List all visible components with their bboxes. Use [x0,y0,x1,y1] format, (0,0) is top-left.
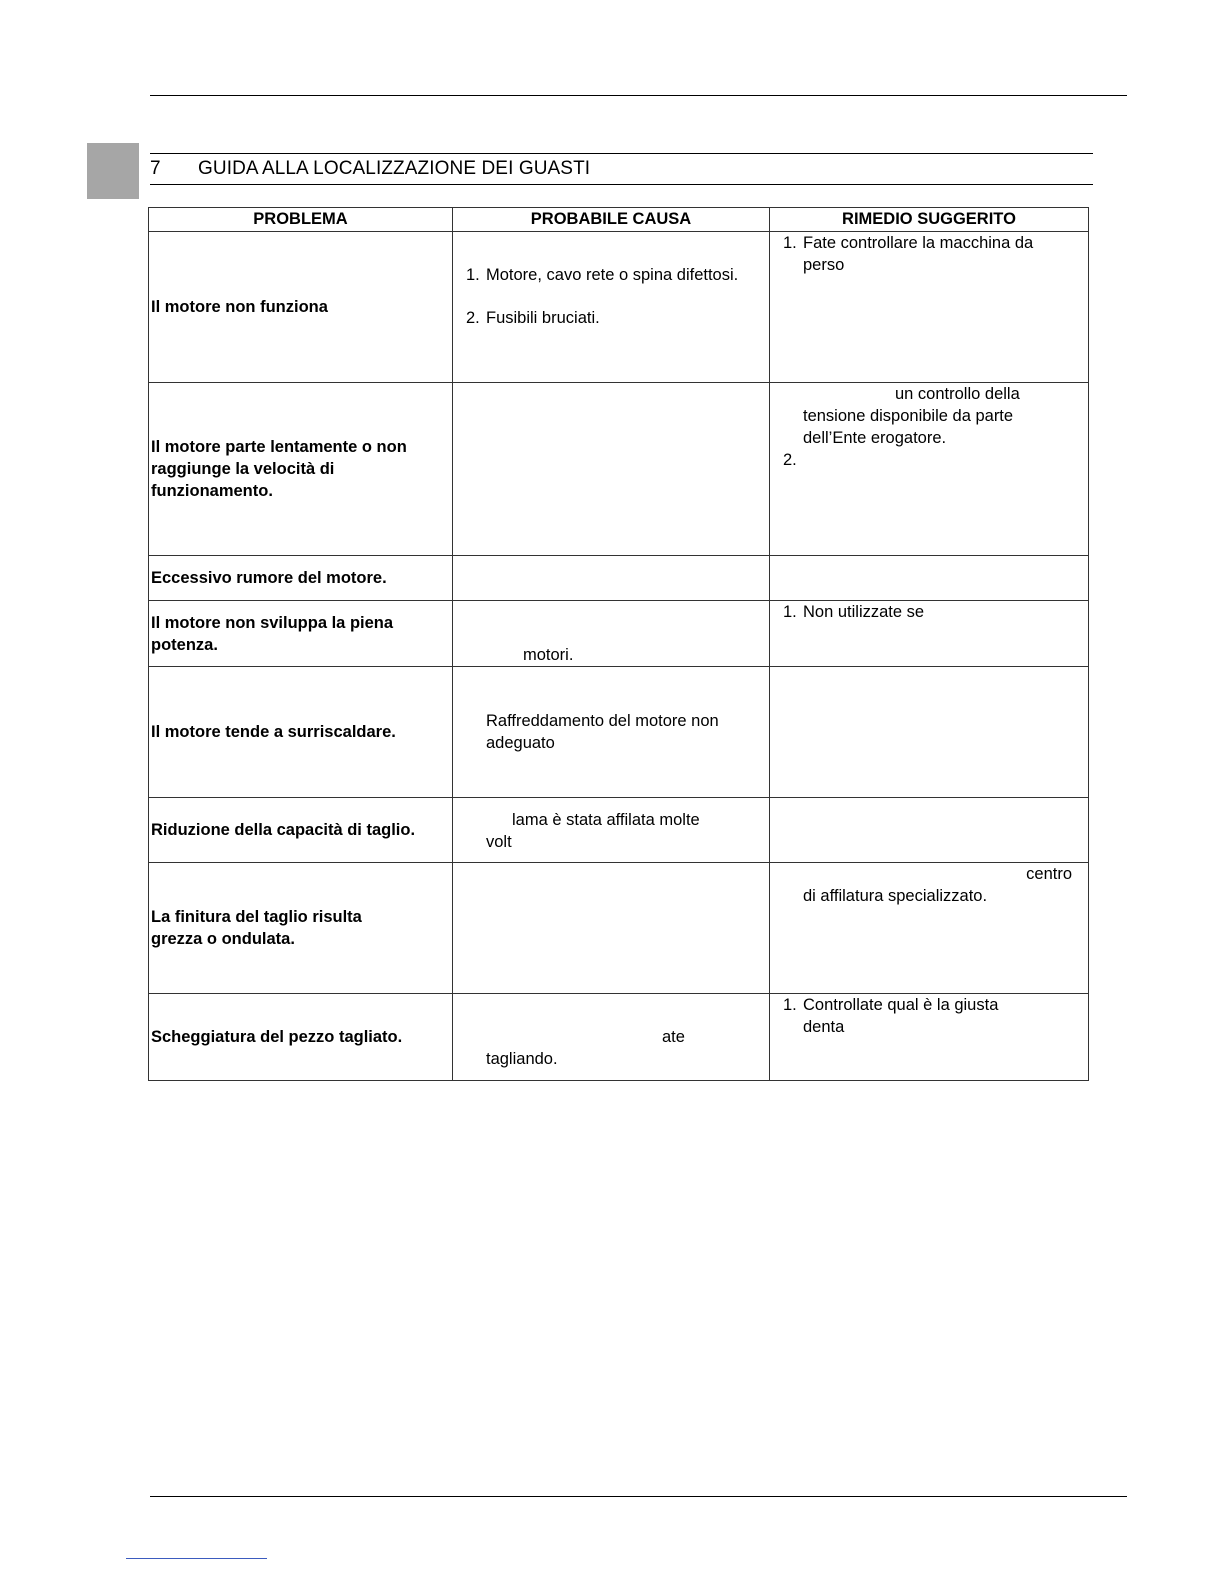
remedy-cell [770,798,1089,863]
problem-cell: Il motore non sviluppa la piena potenza. [149,601,453,667]
cause-cell [453,556,770,601]
table-row [149,601,1089,667]
table-row [149,798,1089,863]
header-rimedio-suggerito: RIMEDIO SUGGERITO [770,208,1089,232]
top-rule [150,95,1127,96]
table-header-row [149,208,1089,232]
problem-cell: Riduzione della capacità di taglio. [149,798,453,863]
remedy-cell: un controllo della tensione disponibile da parte dell’Ente erogatore. 2. [770,383,1089,556]
bottom-rule [150,1496,1127,1497]
cause-cell [453,863,770,994]
table-row [149,556,1089,601]
table-row [149,667,1089,798]
cause-cell: motori. [453,601,770,667]
problem-cell: Il motore parte lentamente o non raggiunge la velocità di funzionamento. [149,383,453,556]
table-row [149,863,1089,994]
table-row [149,994,1089,1081]
remedy-cell: 1. Controllate qual è la giusta denta [770,994,1089,1081]
section-heading [150,153,1093,185]
remedy-cell: centro di affilatura specializzato. [770,863,1089,994]
cause-cell [453,383,770,556]
section-title: GUIDA ALLA LOCALIZZAZIONE DEI GUASTI [198,158,591,179]
bottom-underline-mark [126,1558,267,1559]
remedy-cell: 1. Non utilizzate se [770,601,1089,667]
problem-cell: Il motore tende a surriscaldare. [149,667,453,798]
remedy-cell [770,667,1089,798]
troubleshooting-table [148,207,1089,1081]
cause-cell: ate tagliando. [453,994,770,1081]
remedy-cell: 1. Fate controllare la macchina da perso [770,232,1089,383]
table-row [149,383,1089,556]
problem-cell: La finitura del taglio risulta grezza o ondulata. [149,863,453,994]
problem-cell: Scheggiatura del pezzo tagliato. [149,994,453,1081]
cause-cell: 1. Motore, cavo rete o spina difettosi. 2. Fusibili bruciati. [453,232,770,383]
section-number: 7 [150,158,161,179]
header-problema: PROBLEMA [149,208,453,232]
header-probabile-causa: PROBABILE CAUSA [453,208,770,232]
problem-cell: Eccessivo rumore del motore. [149,556,453,601]
remedy-cell [770,556,1089,601]
cause-cell: lama è stata affilata molte volt [453,798,770,863]
problem-cell: Il motore non funziona [149,232,453,383]
cause-cell: Raffreddamento del motore non adeguato [453,667,770,798]
chapter-tab-marker [87,143,139,199]
table-row [149,232,1089,383]
